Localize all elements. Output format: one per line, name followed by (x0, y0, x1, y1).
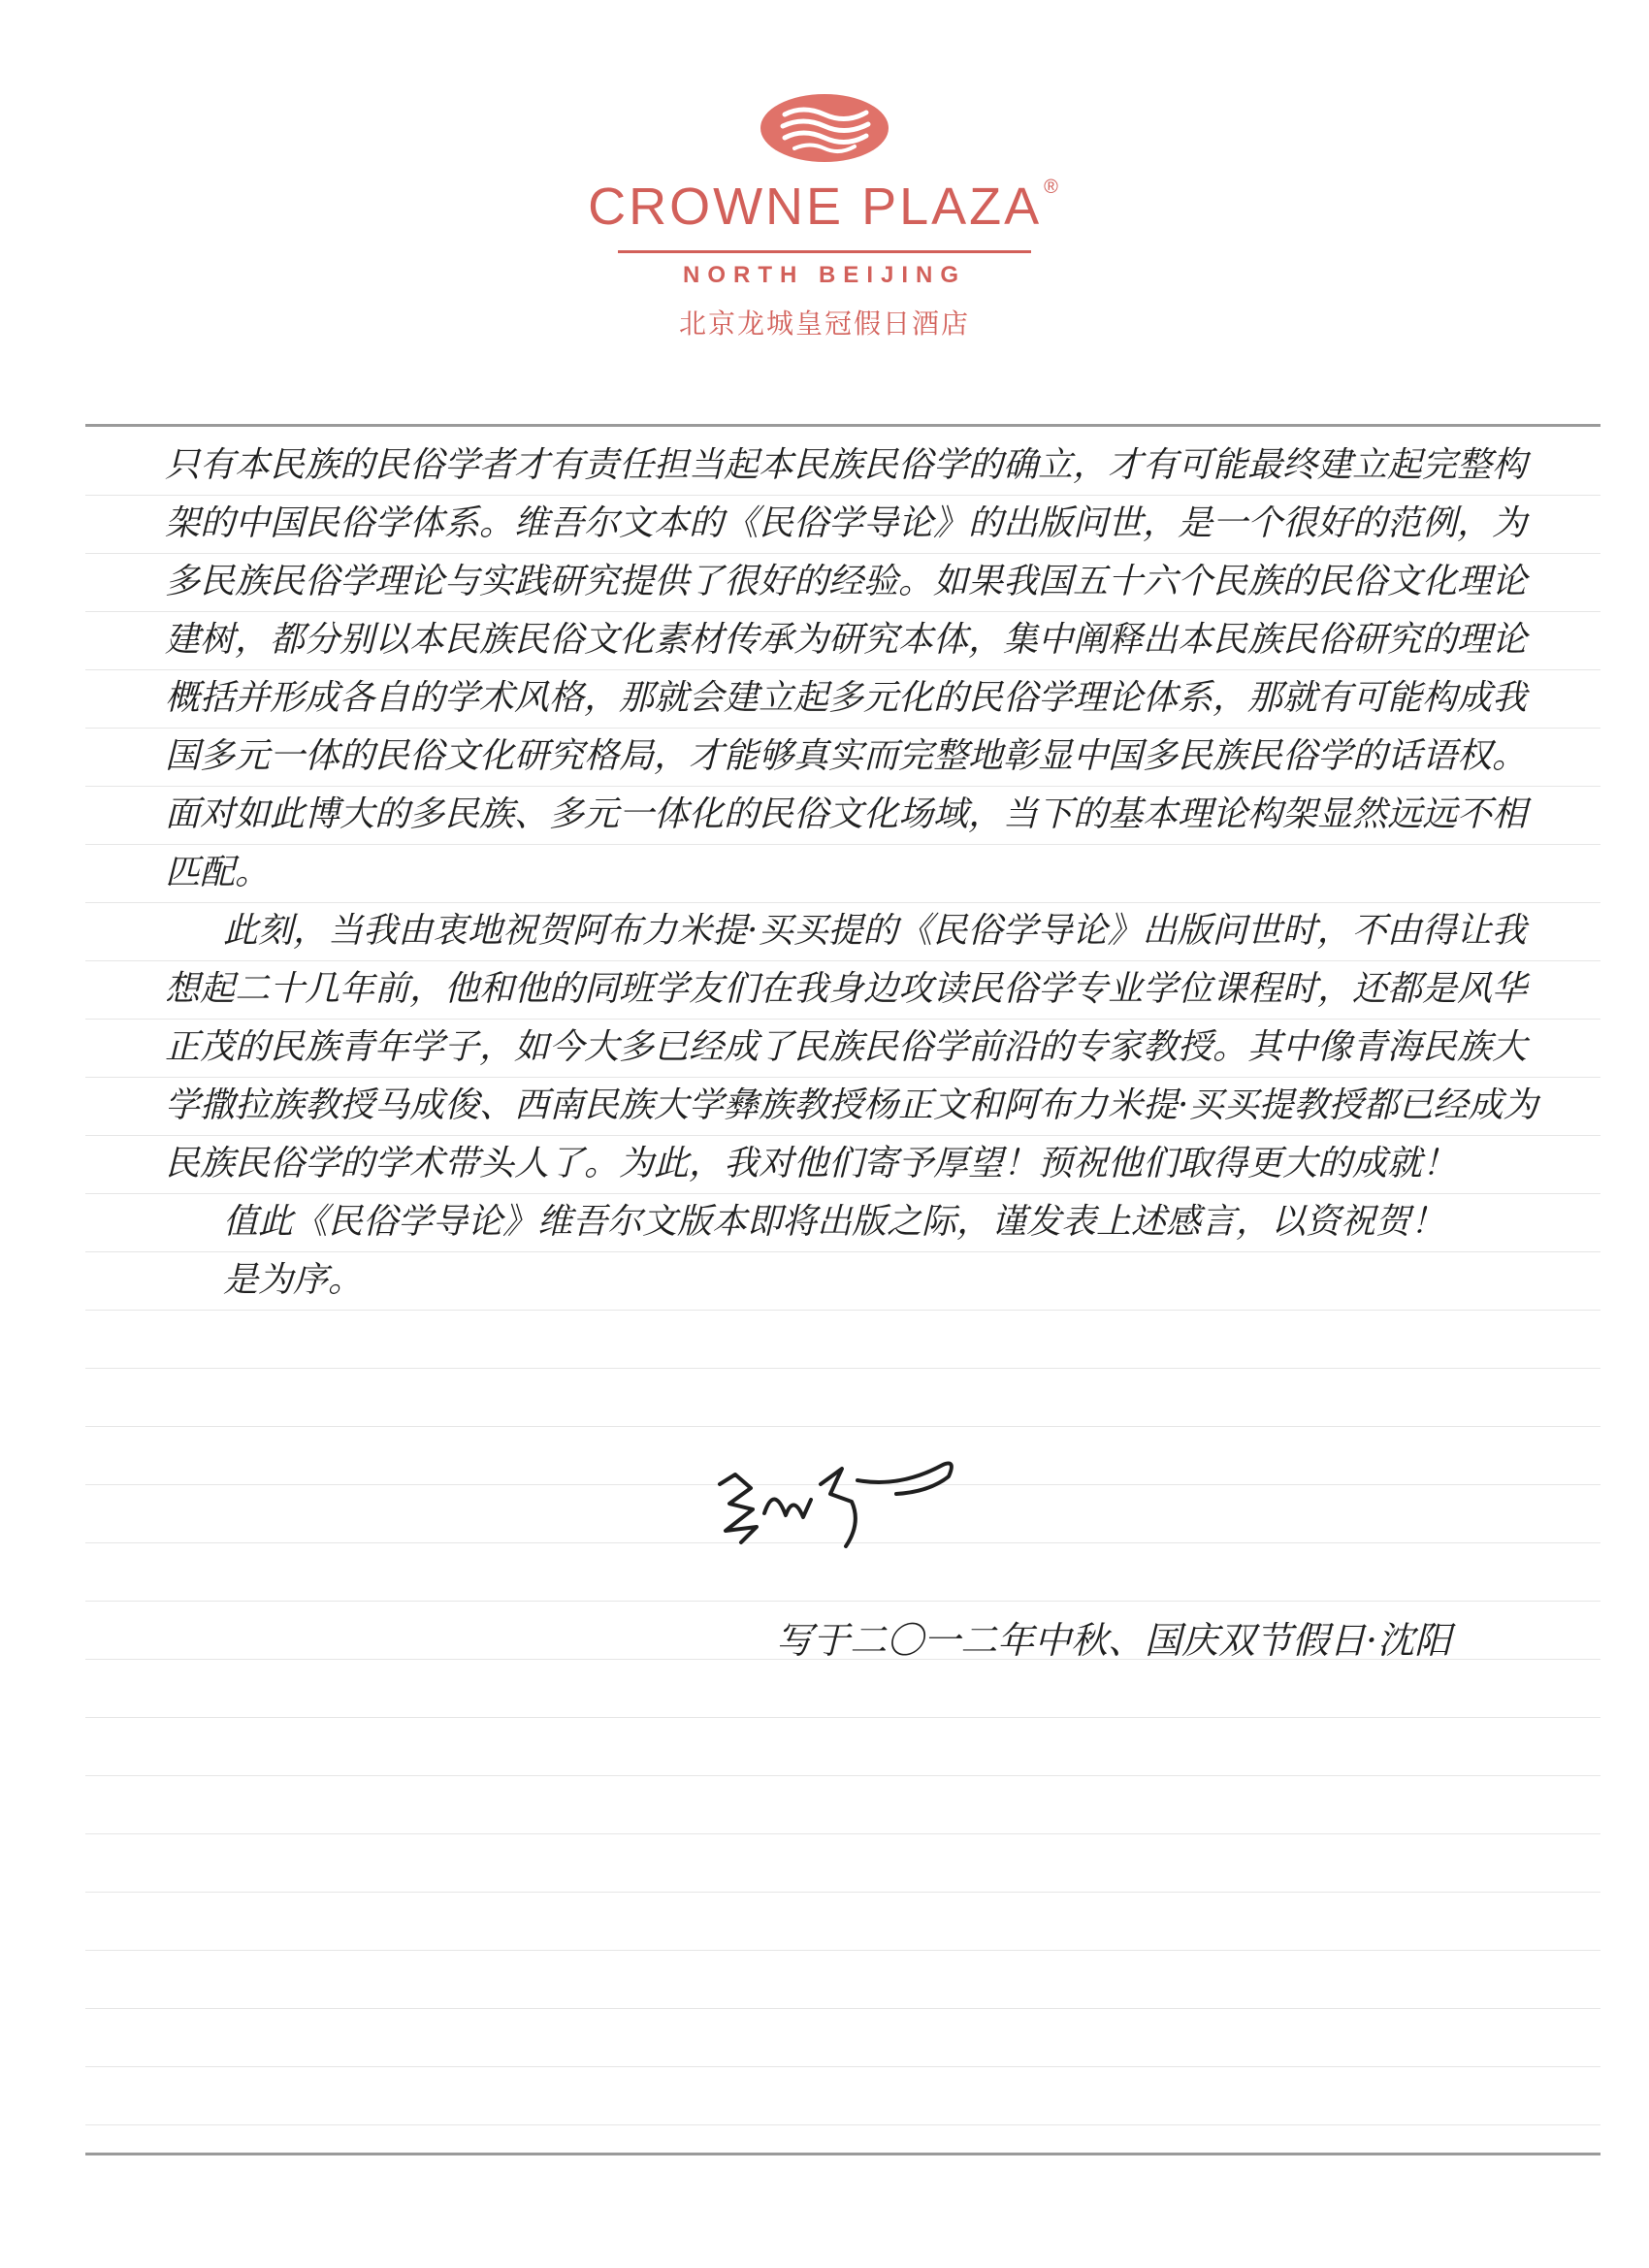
hotel-chinese-name: 北京龙城皇冠假日酒店 (678, 308, 970, 340)
ruled-line (85, 2008, 1600, 2009)
ruled-line (85, 1833, 1600, 1834)
registered-mark: ® (1044, 177, 1061, 198)
footer-rule (85, 2153, 1600, 2155)
brand-city: NORTH BEIJING (682, 262, 966, 288)
ruled-line (85, 1950, 1600, 1951)
letterhead (0, 0, 1649, 388)
handwritten-signature (706, 1445, 968, 1562)
ruled-line (85, 1717, 1600, 1718)
ruled-line (85, 2124, 1600, 2125)
ruled-line (85, 1775, 1600, 1776)
brand-name: CROWNE PLAZA ® (588, 177, 1061, 236)
brand-divider (618, 250, 1031, 253)
ruled-line (85, 1310, 1600, 1311)
paragraph-1: 只有本民族的民俗学者才有责任担当起本民族民俗学的确立，才有可能最终建立起完整构架的中国民俗学体系。维吾尔文本的《民俗学导论》的出版问世，是一个很好的范例，为多民族民俗学理论与实践研究提供了很好的经验。如果我国五十六个民族的民俗文化理论建树，都分别以本民族民俗文化素材传承为研究本体，集中阐释出本民族民俗研究的理论概括并形成各自的学术风格，那就会建立起多元化的民俗学理论体系，那就有可能构成我国多元一体的民俗文化研究格局，才能够真实而完整地彰显中国多民族民俗学的话语权。面对如此博大的多民族、多元一体化的民俗文化场域，当下的基本理论构架显然远远不相匹配。 (165, 445, 1528, 892)
paragraph-2: 此刻，当我由衷地祝贺阿布力米提·买买提的《民俗学导论》出版问世时，不由得让我想起二十几年前，他和他的同班学友们在我身边攻读民俗学专业学位课程时，还都是风华正茂的民族青年学子，如今大多已经成了民族民俗学前沿的专家教授。其中像青海民族大学撒拉族教授马成俊、西南民族大学彝族教授杨正文和阿布力米提·买买提教授都已经成为民族民俗学的学术带头人了。为此，我对他们寄予厚望！预祝他们取得更大的成就！ (165, 911, 1538, 1183)
ruled-line (85, 2066, 1600, 2067)
ruled-line (85, 1426, 1600, 1427)
letter-body (165, 437, 1542, 1310)
crowne-plaza-wave-oval-icon (760, 93, 889, 163)
closing-line: 是为序。 (223, 1260, 364, 1300)
ruled-line (85, 1601, 1600, 1602)
paragraph-3: 值此《民俗学导论》维吾尔文版本即将出版之际，谨发表上述感言，以资祝贺！ (223, 1202, 1446, 1242)
ruled-line (85, 1368, 1600, 1369)
header-rule (85, 424, 1600, 427)
date-line: 写于二〇一二年中秋、国庆双节假日·沈阳 (776, 1619, 1452, 1662)
ruled-line (85, 1892, 1600, 1893)
